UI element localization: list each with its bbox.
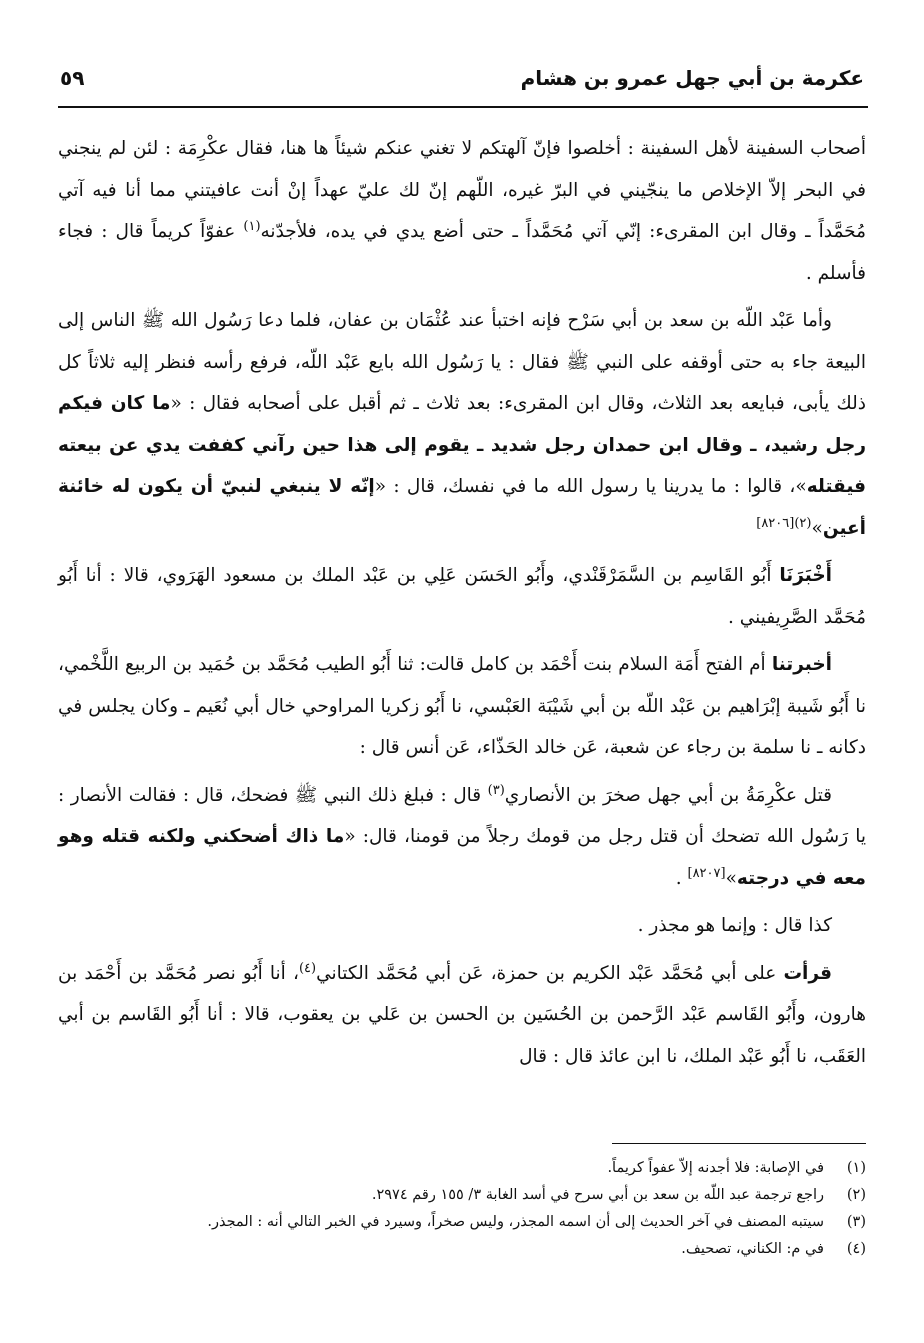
- paragraph-2: [58, 300, 866, 549]
- hadith-text: ما ذاك أضحكني ولكنه قتله وهو معه في درجته: [58, 826, 866, 889]
- paragraph-6: [58, 905, 866, 947]
- footnote-number: (٢): [846, 1187, 866, 1203]
- paragraph-4: [58, 644, 866, 769]
- footnote: [58, 1182, 866, 1209]
- paragraph-7: [58, 953, 866, 1078]
- isnad-lead: أخبرتنا: [771, 654, 832, 675]
- paragraph-text: قال : فبلغ ذلك النبي ﷺ فضحك، قال : فقالت الأنصار : يا رَسُول الله تضحك أن قتل رجل من قومك رجلاً من قومنا، قال: «: [58, 784, 866, 847]
- paragraph-text: أم الفتح أَمَة السلام بنت أَحْمَد بن كامل قالت: ثنا أَبُو الطيب مُحَمَّد بن حُمَيد بن الربيع اللَّخْمي، نا أَبُو شَيبة إبْرَاهيم بن عَبْد اللّه بن أبي شَيْبَة العَبْسي، نا أَبُو زكريا المراوحي خال أبي نُعَيم ـ وكان يجلس في دكانه ـ نا سلمة بن رجاء عن شعبة، عَن خالد الحَذّاء، عَن أنس قال :: [58, 654, 866, 758]
- paragraph-text: »: [811, 517, 823, 539]
- paragraph-text: ، أنا أَبُو نصر مُحَمَّد بن أَحْمَد بن هارون، وأَبُو القَاسم عَبْد الرَّحمن بن الحُسَين بن الحسن بن عَلي بن يعقوب، قالا : أنا أَبُو القَاسم بن أبي العَقَب، نا أَبُو عَبْد الملك، نا ابن عائذ قال : قال: [58, 962, 866, 1067]
- footnote-ref: (٣): [487, 782, 505, 798]
- page-header: [60, 62, 864, 102]
- isnad-lead: قرأت: [783, 962, 832, 984]
- footnote-number: (٣): [846, 1214, 866, 1230]
- hadith-text: ما كان فيكم رجل رشيد، ـ وقال ابن حمدان رجل شديد ـ يقوم إلى هذا حين رآني كففت يدي عن بيعته فيقتله: [58, 393, 866, 497]
- footnote-text: في م: الكناني، تصحيف.: [681, 1241, 824, 1257]
- footnote-text: راجع ترجمة عبد اللّه بن سعد بن أبي سرح في أسد الغابة ٣/ ١٥٥ رقم ٢٩٧٤.: [371, 1187, 824, 1203]
- hadith-text: إنّه لا ينبغي لنبيّ أن يكون له خائنة أعين: [58, 476, 866, 539]
- paragraph-text: »: [725, 867, 737, 889]
- paragraph-3: [58, 555, 866, 638]
- paragraph-text: .: [675, 867, 688, 889]
- footnote-rule: [612, 1143, 866, 1144]
- footnote: [58, 1209, 866, 1236]
- page-number: ٥٩: [60, 66, 85, 90]
- footnote-ref: (٤): [298, 960, 317, 976]
- main-text: [58, 128, 866, 1083]
- footnote-number: (٤): [846, 1241, 866, 1257]
- footnote: [58, 1155, 866, 1182]
- isnad-lead: أَخْبَرَنَا: [779, 565, 832, 586]
- footnote-ref: [٨٢٠٧]: [687, 865, 726, 881]
- footnote-text: سيتبه المصنف في آخر الحديث إلى أن اسمه المجذر، وليس صخراً، وسيرد في الخبر التالي أنه : المجذر.: [207, 1214, 824, 1230]
- paragraph-text: وأما عَبْد اللّه بن سعد بن أبي سَرْح فإنه اختبأ عند عُثْمَان بن عفان، فلما دعا رَسُول الله ﷺ الناس إلى البيعة جاء به حتى أوقفه على النبي ﷺ فقال : يا رَسُول الله بايع عَبْد اللّه، فرفع رأسه فنظر إليه ثلاثاً كل ذلك يأبى، فبايعه بعد الثلاث، وقال ابن المقرىء: بعد ثلاث ـ ثم أقبل على أصحابه فقال : «: [58, 310, 866, 414]
- footnotes: [58, 1155, 866, 1263]
- running-title: عكرمة بن أبي جهل عمرو بن هشام: [520, 66, 864, 90]
- footnote-ref: (٢)[٨٢٠٦]: [756, 515, 812, 531]
- paragraph-5: [58, 775, 866, 900]
- footnote-text: في الإصابة: فلا أجدنه إلاّ عفواً كريماً.: [607, 1160, 824, 1176]
- header-rule: [58, 106, 868, 108]
- paragraph-text: على أبي مُحَمَّد عَبْد الكريم بن حمزة، عَن أبي مُحَمَّد الكتاني: [316, 962, 784, 984]
- paragraph-text: عفوّاً كريماً قال : فجاء فأسلم .: [58, 221, 866, 284]
- paragraph-1: [58, 128, 866, 294]
- paragraph-text: أصحاب السفينة لأهل السفينة : أخلصوا فإنّ آلهتكم لا تغني عنكم شيئاً ها هنا، فقال عكْرِمَة : لئن لم ينجني في البحر إلاّ الإخلاص ما ينجّيني في البرّ غيره، اللّهم إنّ لك عليّ عهداً إنْ أنت عافيتني مما أنا فيه آتي مُحَمَّداً ـ وقال ابن المقرىء: إنّي آتي مُحَمَّداً ـ حتى أضع يدي في يده، فلأجدّنه: [58, 138, 866, 242]
- paragraph-text: »، قالوا : ما يدرينا يا رسول الله ما في نفسك، قال : «: [374, 476, 807, 497]
- paragraph-text: قتل عكْرِمَةُ بن أبي جهل صخرَ بن الأنصاري: [504, 784, 832, 806]
- paragraph-text: أَبُو القَاسِم بن السَّمَرْقَنْدي، وأَبُو الحَسَن عَلِي بن عَبْد الملك بن مسعود الهَرَوي، قالا : أنا أَبُو مُحَمَّد الصَّرِيفيني .: [58, 565, 866, 628]
- footnote-number: (١): [846, 1160, 866, 1176]
- footnote: [58, 1236, 866, 1263]
- paragraph-text: كذا قال : وإنما هو مجذر .: [637, 915, 832, 936]
- footnote-ref: (١): [243, 218, 261, 234]
